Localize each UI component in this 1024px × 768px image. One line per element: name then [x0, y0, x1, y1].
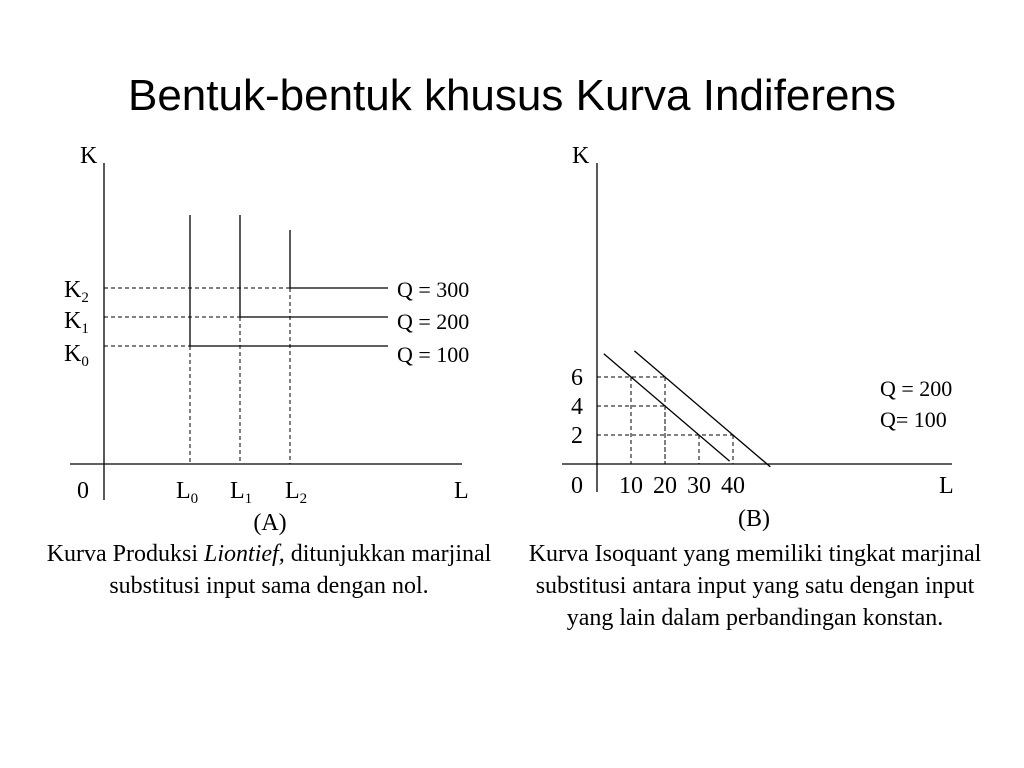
chart-a-y-axis-label: K: [80, 143, 98, 169]
chart-a: [64, 143, 469, 536]
chart-b-y-tick-label: 2: [571, 423, 583, 449]
chart-a-isoquants: [190, 215, 388, 346]
chart-a-panel-label: (A): [253, 510, 287, 536]
chart-b-y-tick-label: 4: [571, 394, 583, 420]
chart-a-series-q200: [240, 215, 388, 317]
chart-a-series-label-q300: Q = 300: [397, 277, 470, 302]
chart-b-y-ticks: [571, 365, 583, 449]
chart-b-series: [604, 351, 771, 467]
chart-a-caption-part: ditunjukkan marjinal substitusi input sama dengan nol.: [109, 541, 492, 599]
chart-a-x-axis-label: L: [454, 478, 469, 504]
chart-b-guides: [597, 377, 733, 464]
chart-a-series-label-q100: Q = 100: [397, 342, 470, 367]
chart-a-y-tick-label: $K_0$: [64, 341, 89, 370]
chart-b-panel-label: (B): [738, 506, 770, 532]
chart-b: [562, 143, 954, 532]
chart-a-x-tick-label: $L_2$: [285, 478, 308, 507]
chart-b-x-ticks: [619, 473, 745, 499]
chart-b-x-tick-label: 10: [619, 473, 643, 499]
chart-a-caption: [40, 538, 498, 602]
page-title: Bentuk-bentuk khusus Kurva Indiferens: [127, 71, 896, 120]
chart-b-series-label-q200: Q = 200: [880, 376, 953, 401]
chart-a-series-q300: [290, 230, 388, 288]
chart-a-x-tick-label: $L_1$: [230, 478, 253, 507]
chart-b-y-tick-label: 6: [571, 365, 583, 391]
chart-b-x-tick-label: 40: [721, 473, 745, 499]
chart-b-y-axis-label: K: [572, 143, 590, 169]
chart-b-x-tick-label: 30: [687, 473, 711, 499]
chart-b-x-axis-label: L: [939, 473, 954, 499]
chart-a-series-q100: [190, 215, 388, 346]
chart-b-series-line-q100: [604, 354, 730, 461]
chart-b-series-line-q200: [634, 351, 770, 467]
chart-a-series-label-q200: Q = 200: [397, 309, 470, 334]
chart-b-x-tick-label: 20: [653, 473, 677, 499]
chart-a-guides: [104, 288, 290, 464]
chart-a-caption-emphasis: Liontief,: [204, 541, 285, 567]
chart-a-x-tick-label: $L_0$: [176, 478, 199, 507]
chart-b-origin-label: 0: [571, 473, 583, 499]
chart-a-y-tick-label: $K_1$: [64, 308, 89, 337]
chart-a-caption-part: Kurva Produksi: [46, 541, 205, 567]
chart-b-series-label-q100: Q= 100: [880, 407, 947, 432]
chart-b-axes: [562, 163, 952, 492]
chart-a-y-tick-label: $K_2$: [64, 277, 89, 306]
chart-a-origin-label: 0: [77, 478, 89, 504]
chart-b-caption: Kurva Isoquant yang memiliki tingkat marjinal substitusi antara input yang satu dengan input yang lain dalam perbandingan konstan.: [528, 541, 982, 631]
